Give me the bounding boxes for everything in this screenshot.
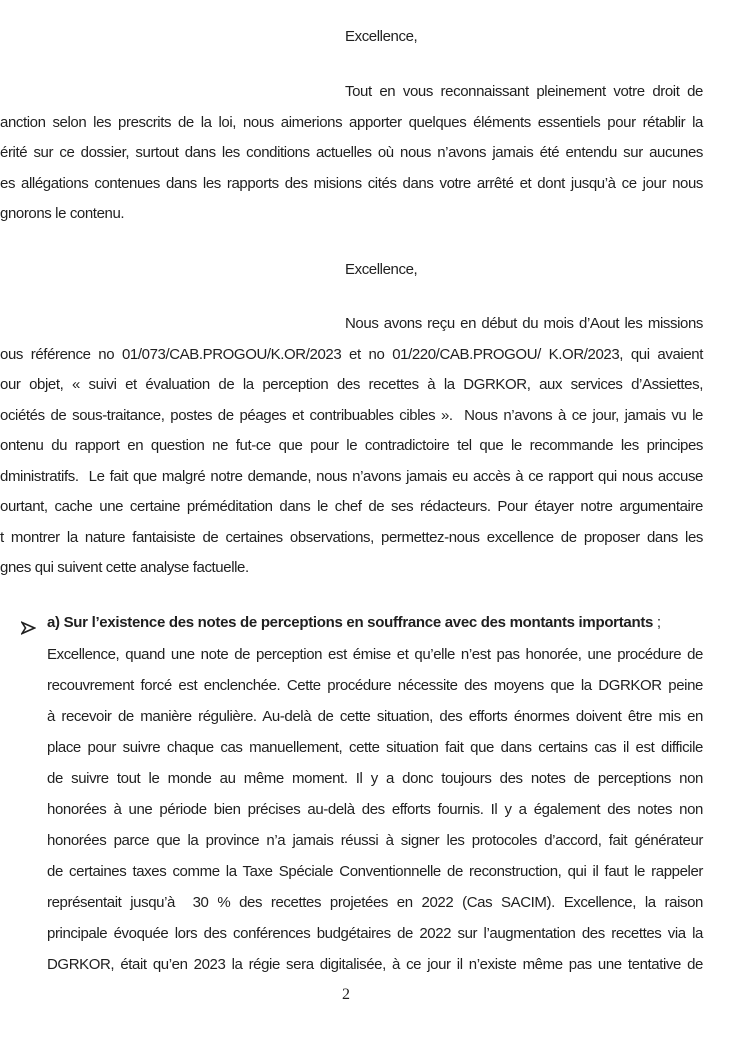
text-line: de certaines taxes comme la Taxe Spéciale Conventionnelle de reconstruction, qui il faut le rappeler [47, 863, 703, 880]
text-line: ous référence no 01/073/CAB.PROGOU/K.OR/2023 et no 01/220/CAB.PROGOU/ K.OR/2023, qui avaient [0, 345, 703, 363]
paragraph-1 [0, 77, 703, 230]
text-line: représentait jusqu’à 30 % des recettes projetées en 2022 (Cas SACIM). Excellence, la raison [47, 894, 703, 911]
page-number: 2 [342, 986, 350, 1003]
text-line: Tout en vous reconnaissant pleinement votre droit de [345, 83, 703, 100]
text-line: place pour suivre chaque cas manuellement, cette situation fait que dans certains cas il est difficile [47, 739, 703, 756]
text-line: our objet, « suivi et évaluation de la perception des recettes à la DGRKOR, aux services d’Assiettes, [0, 376, 703, 393]
text-line: t montrer la nature fantaisiste de certaines observations, permettez-nous excellence de proposer dans les [0, 528, 703, 546]
text-line: DGRKOR, était qu’en 2023 la régie sera digitalisée, à ce jour il n’existe même pas une tentative de [47, 956, 703, 973]
text-line: anction selon les prescrits de la loi, nous aimerions apporter quelques éléments essentiels pour rétablir la [0, 113, 703, 131]
salutation-2: Excellence, [345, 261, 418, 278]
text-line: es allégations contenues dans les rapports des misions cités dans votre arrêté et dont jusqu’à ce jour nous [0, 174, 703, 192]
text-line: ontenu du rapport en question ne fut-ce que pour le contradictoire tel que le recommande les principes [0, 437, 703, 454]
text-line: principale évoquée lors des conférences budgétaires de 2022 sur l’augmentation des recettes via la [47, 925, 703, 942]
text-line: Nous avons reçu en début du mois d’Aout les missions [345, 315, 703, 332]
text-line: honorées à une période bien précises au-delà des efforts fournis. Il y a également des notes non [47, 801, 703, 818]
text-line: ociétés de sous-traitance, postes de péages et contribuables cibles ». Nous n’avons à ce jour, jamais vu le [0, 406, 703, 424]
arrow-bullet-icon [21, 616, 36, 630]
text-line: ourtant, cache une certaine préméditation dans le chef de ses rédacteurs. Pour étayer notre argumentaire [0, 498, 703, 515]
text-line: Excellence, quand une note de perception est émise et qu’elle n’est pas honorée, une procédure de [47, 646, 703, 663]
bullet-item-a-heading [0, 608, 703, 639]
bullet-item-a-body [47, 639, 703, 980]
salutation-1: Excellence, [345, 28, 418, 45]
text-line: de suivre tout le monde au même moment. Il y a donc toujours des notes de perceptions non [47, 770, 703, 787]
text-line: honorées parce que la province n’a jamais réussi à signer les protocoles d’accord, fait générateur [47, 832, 703, 849]
text-line: recouvrement forcé est enclenchée. Cette procédure nécessite des moyens que la DGRKOR peine [47, 677, 703, 694]
text-line: gnorons le contenu. [0, 205, 125, 222]
text-line: gnes qui suivent cette analyse factuelle. [0, 559, 249, 576]
text-line: érité sur ce dossier, surtout dans les conditions actuelles où nous n’avons jamais été entendu sur aucunes [0, 144, 703, 161]
paragraph-2 [0, 309, 703, 584]
bullet-heading-bold: a) Sur l’existence des notes de perceptions en souffrance avec des montants importants [47, 614, 654, 631]
bullet-heading-suffix: ; [653, 614, 661, 631]
bullet-heading-text [47, 608, 703, 639]
text-line: dministratifs. Le fait que malgré notre demande, nous n’avons jamais eu accès à ce rapport qui nous accuse [0, 467, 703, 485]
text-line: à recevoir de manière régulière. Au-delà de cette situation, des efforts énormes doivent être mis en [47, 708, 703, 725]
